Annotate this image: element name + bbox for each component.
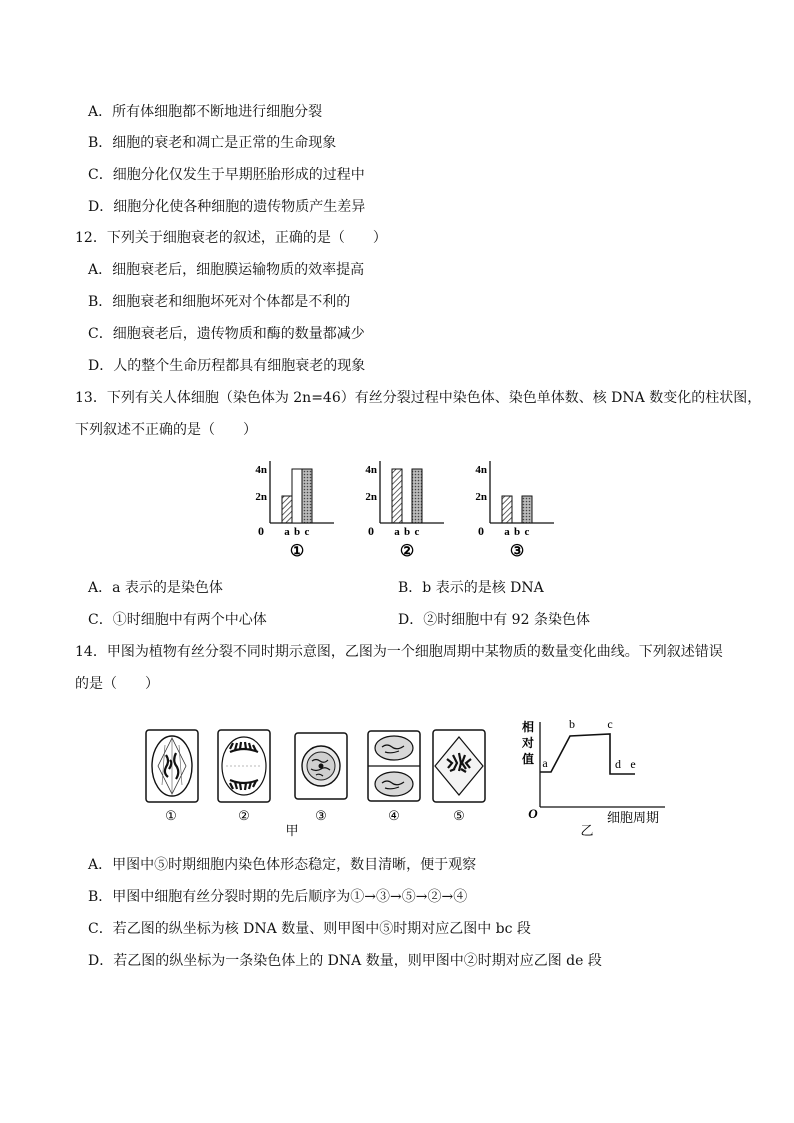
point-e: e [630,757,636,771]
y-label-1: 相 [521,720,535,734]
ytick-2n: 2n [255,491,267,503]
cell-label-3: ③ [315,808,327,823]
xtick-a: a [394,526,400,538]
bar-chart-1 [255,461,334,560]
y-label-2: 对 [521,736,535,750]
ytick-4n: 4n [255,464,267,476]
origin-label: 0 [478,524,484,538]
q13-option-d: D．②时细胞中有 92 条染色体 [398,612,590,628]
cell-label-1: ① [165,808,177,823]
q11-option-d: D．细胞分化使各种细胞的遗传物质产生差异 [88,199,366,215]
q13-bar-charts [240,455,560,570]
chart-caption: ① [289,543,305,560]
origin-label: 0 [258,524,264,538]
figure-yi-caption: 乙 [580,823,594,838]
cell-3 [295,733,347,799]
q13-stem-line2: 下列叙述不正确的是（ ） [75,422,257,438]
q12-option-a: A．细胞衰老后，细胞膜运输物质的效率提高 [88,262,365,278]
q14-option-d: D．若乙图的纵坐标为一条染色体上的 DNA 数量，则甲图中②时期对应乙图 de 段 [88,953,602,969]
bar-a [392,469,402,523]
xtick-c: c [524,526,530,538]
x-axis-label: 细胞周期 [606,810,660,825]
cell-label-5: ⑤ [453,808,465,823]
ytick-2n: 2n [475,491,487,503]
point-b: b [569,717,575,731]
xtick-a: a [504,526,510,538]
q12-option-d: D．人的整个生命历程都具有细胞衰老的现象 [88,358,366,374]
cell-5 [433,730,485,802]
chart-caption: ③ [509,543,525,560]
bar-chart-2 [365,461,444,560]
q14-stem-line2: 的是（ ） [75,676,159,692]
q14-option-a: A．甲图中⑤时期细胞内染色体形态稳定，数目清晰，便于观察 [88,857,477,873]
chart-caption: ② [399,543,415,560]
cell-label-2: ② [238,808,250,823]
bar-b [292,469,302,523]
origin-label: 0 [368,524,374,538]
origin-label: O [528,806,538,821]
xtick-a: a [284,526,290,538]
cell-1 [146,730,198,802]
point-c: c [607,717,613,731]
q11-option-b: B．细胞的衰老和凋亡是正常的生命现象 [88,135,337,151]
ytick-4n: 4n [475,464,487,476]
q13-option-b: B．b 表示的是核 DNA [398,580,544,596]
cell-4 [368,731,420,801]
q12-stem: 12．下列关于细胞衰老的叙述，正确的是（ ） [75,230,387,246]
bar-a [502,496,512,523]
q11-option-a: A．所有体细胞都不断地进行细胞分裂 [88,104,323,120]
q14-stem-line1: 14．甲图为植物有丝分裂不同时期示意图，乙图为一个细胞周期中某物质的数量变化曲线。下列叙述错误 [75,644,723,660]
q13-option-a: A．a 表示的是染色体 [88,580,223,596]
xtick-b: b [403,526,411,538]
bar-c [302,469,312,523]
bar-c [412,469,422,523]
bar-a [282,496,292,523]
q11-option-c: C．细胞分化仅发生于早期胚胎形成的过程中 [88,167,365,183]
q13-stem-line1: 13．下列有关人体细胞（染色体为 2n=46）有丝分裂过程中染色体、染色单体数、核 DNA 数变化的柱状图， [75,390,762,406]
xtick-c: c [304,526,310,538]
xtick-b: b [513,526,521,538]
xtick-c: c [414,526,420,538]
q14-option-b: B．甲图中细胞有丝分裂时期的先后顺序为①→③→⑤→②→④ [88,889,468,905]
cell-label-4: ④ [388,808,400,823]
figure-yi [515,712,675,840]
q12-option-b: B．细胞衰老和细胞坏死对个体都是不利的 [88,294,351,310]
figure-jia-caption: 甲 [285,823,299,838]
ytick-4n: 4n [365,464,377,476]
bar-chart-3 [475,461,554,560]
figure-jia [140,725,500,840]
cell-2 [218,730,270,802]
q14-option-c: C．若乙图的纵坐标为核 DNA 数量、则甲图中⑤时期对应乙图中 bc 段 [88,921,531,937]
ytick-2n: 2n [365,491,377,503]
bar-c [522,496,532,523]
q12-option-c: C．细胞衰老后，遗传物质和酶的数量都减少 [88,326,365,342]
q13-option-c: C．①时细胞中有两个中心体 [88,612,267,628]
point-d: d [615,757,621,771]
xtick-b: b [293,526,301,538]
point-a: a [542,756,548,770]
y-label-3: 值 [521,752,535,766]
